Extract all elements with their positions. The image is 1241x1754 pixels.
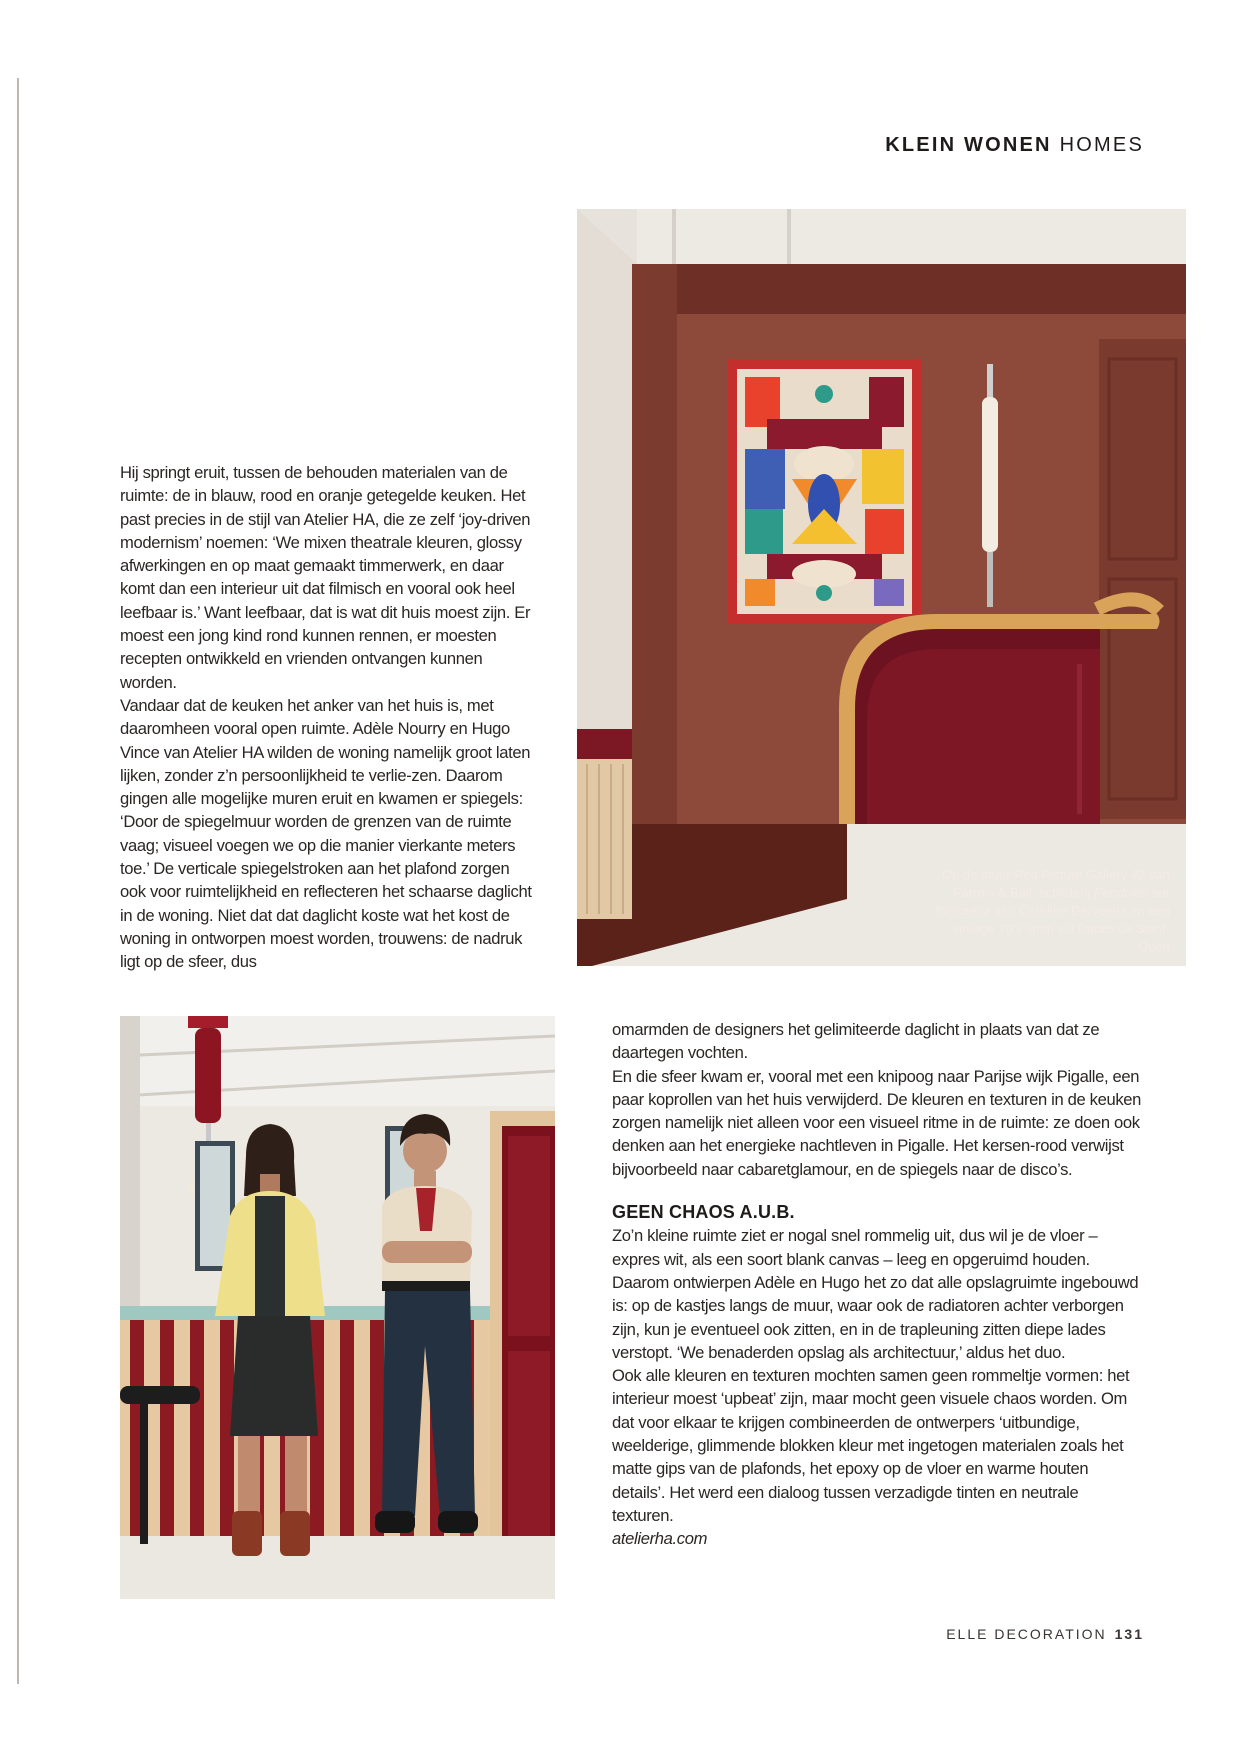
article-subheading: GEEN CHAOS A.U.B.: [612, 1202, 795, 1223]
magazine-name: ELLE DECORATION: [946, 1626, 1107, 1642]
article-paragraph: Zo’n kleine ruimte ziet er nogal snel rommelig uit, dus wil je de vloer – expres wit, als een soort blank canvas – leeg en opgeruimd houden. Daarom ontwierpen Adèle en Hugo het zo dat alle opslagruimte ingebouwd is: op de kastjes langs de muur, waar ook de radiatoren achter verborgen zijn, kun je eventueel ook zitten, en in de trapleuning zitten diepe lades verstopt. ‘We benaderden opslag als architectuur,’ aldus het duo.: [612, 1226, 1139, 1362]
photo-interior-alcove: [577, 209, 1186, 966]
article-paragraph: omarmden de designers het gelimiteerde daglicht in plaats van dat ze daartegen vochten.: [612, 1020, 1100, 1063]
interior-alcove-illustration: [577, 209, 1186, 966]
article-column-left: [120, 461, 538, 974]
caption-artwork-title: Pendules sur faisceaux: [935, 886, 1170, 918]
caption-line-1: Op de muur Red Picture Gallery 42 van Farrow & Ball, schilderij: [942, 868, 1170, 900]
article-paragraph: En die sfeer kwam er, vooral met een knipoog naar Parijse wijk Pigalle, een paar koprollen van het huis verwijderd. De kleuren en texturen in de keuken zorgen namelijk niet alleen voor een visueel ritme in de ruimte: ze doen ook denken aan het energieke nachtleven in Pigalle. Het kersen-rood verwijst bijvoorbeeld naar cabaretglamour, en de spiegels naar de disco’s.: [612, 1066, 1142, 1179]
caption-line-2: van Caroline Derveaux en een vintage 70’s lamp via Puces de Saint-Ouen: [952, 904, 1170, 954]
photo-caption: [935, 866, 1170, 956]
page-number: 131: [1114, 1626, 1144, 1642]
section-category: HOMES: [1059, 134, 1144, 156]
article-paragraph: Vandaar dat de keuken het anker van het huis is, met daaromheen vooral open ruimte. Adèle Nourry en Hugo Vince van Atelier HA wilden de woning namelijk groot laten lijken, zonder z’n persoonlijkheid te verlie-zen. Daarom gingen alle mogelijke muren eruit en kwamen er spiegels: ‘Door de spiegelmuur worden de grenzen van de ruimte vaag; visueel voegen we op die manier vierkante meters toe.’ De verticale spiegelstroken aan het plafond zorgen ook voor ruimtelijkheid en reflecteren het schaarse daglicht in de woning. Niet dat dat daglicht koste wat het kost de woning in ontworpen moest worden, trouwens: de nadruk ligt op de sfeer, dus: [120, 695, 532, 972]
article-column-right: [612, 1018, 1142, 1551]
article-paragraph: Ook alle kleuren en texturen mochten samen geen rommeltje vormen: het interieur moest ‘upbeat’ zijn, maar mocht geen visuele chaos worden. Om dat voor elkaar te krijgen combineerden de ontwerpers ‘uitbundige, weelderige, glimmende blokken kleur met ingetogen materialen zoals het matte gips van de plafonds, het epoxy op de vloer en warme houten details’. Het werd een dialoog tussen verzadigde tinten en neutrale texturen.: [612, 1366, 1130, 1525]
section-header: [885, 134, 1144, 157]
article-paragraph: Hij springt eruit, tussen de behouden materialen van de ruimte: de in blauw, rood en oranje getegelde keuken. Het past precies in de stijl van Atelier HA, die ze zelf ‘joy-driven modernism’ noemen: ‘We mixen theatrale kleuren, glossy afwerkingen en op maat gemaakt timmerwerk, en daar komt dan een interieur uit dat filmisch en vooral ook heel leefbaar is.’ Want leefbaar, dat is wat dit huis moest zijn. Er moest een jong kind rond kunnen rennen, er moesten recepten ontwikkeld en vrienden ontvangen kunnen worden.: [120, 463, 531, 692]
designers-portrait-illustration: [120, 1016, 555, 1599]
website-link[interactable]: atelierha.com: [612, 1529, 708, 1549]
page-edge-line: [17, 78, 19, 1684]
section-title: KLEIN WONEN: [885, 134, 1052, 156]
page-footer: [946, 1626, 1144, 1642]
photo-designers-portrait: [120, 1016, 555, 1599]
